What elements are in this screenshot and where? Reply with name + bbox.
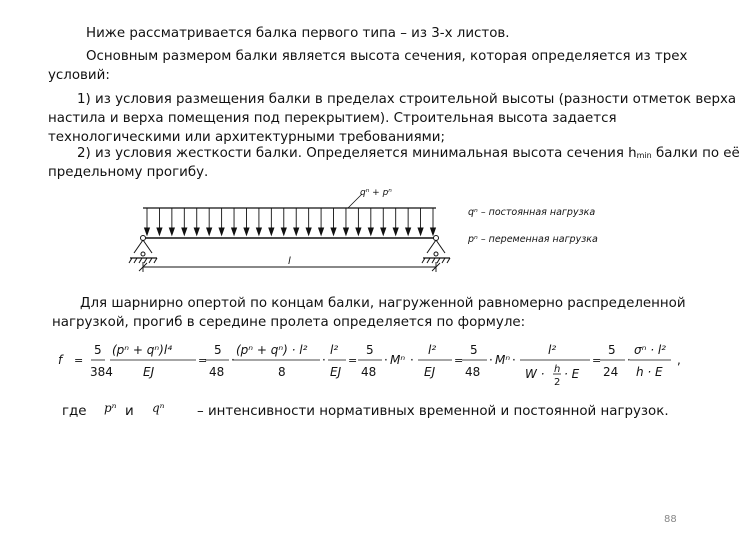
t3-mid: Mⁿ: [390, 353, 406, 367]
t4-num: l²: [548, 343, 557, 357]
formula-f: f: [58, 353, 63, 367]
deflection-formula: [0, 334, 720, 390]
load-arrow-head: [281, 228, 286, 235]
t4-coef-den: 48: [465, 365, 481, 379]
where-label: где: [62, 404, 87, 419]
load-arrow-head: [306, 228, 311, 235]
load-arrow-head: [232, 228, 237, 235]
t3-coef-den: 48: [361, 365, 377, 379]
svg-text:·: ·: [384, 353, 388, 367]
beam-diagram: [0, 182, 720, 292]
load-arrow-head: [331, 228, 336, 235]
t4-den-2: 2: [554, 377, 561, 388]
t2-coef-num: 5: [214, 343, 222, 357]
load-label: qⁿ + pⁿ: [360, 188, 392, 198]
span-label: l: [288, 256, 291, 267]
page-number: 88: [664, 514, 677, 525]
load-arrow-head: [381, 228, 386, 235]
load-arrow-head: [169, 228, 174, 235]
svg-text:=: =: [74, 354, 84, 367]
legend-variable-load: pⁿ – переменная нагрузка: [468, 234, 598, 245]
svg-text:=: =: [198, 354, 208, 367]
t2-coef-den: 48: [209, 365, 225, 379]
legend-permanent-load: qⁿ – постоянная нагрузка: [468, 207, 596, 218]
left-support: [129, 236, 157, 264]
svg-text:=: =: [454, 354, 464, 367]
t2-b-den: EJ: [330, 365, 342, 379]
load-arrow-head: [406, 228, 411, 235]
t4-den-w: W ·: [525, 367, 545, 381]
t2-b-num: l²: [330, 343, 339, 357]
svg-text:·: ·: [231, 353, 235, 367]
t3-den: EJ: [424, 365, 436, 379]
svg-text:·: ·: [627, 353, 631, 367]
t2-a-den: 8: [278, 365, 286, 379]
load-arrow-head: [319, 228, 324, 235]
formula-intro-line1: Для шарнирно опертой по концам балки, нагруженной равномерно распределенной: [80, 296, 686, 311]
load-arrow-head: [244, 228, 249, 235]
t3-num: l²: [428, 343, 437, 357]
symbol-p: pⁿ: [104, 401, 117, 415]
condition-2-line1: [77, 144, 740, 165]
condition-1-line1: 1) из условия размещения балки в пределах строительной высоты (разности отметок верха: [77, 92, 737, 107]
load-arrow-head: [269, 228, 274, 235]
paragraph-intro: Ниже рассматривается балка первого типа – из 3-х листов.: [86, 26, 510, 41]
svg-text:·: ·: [322, 353, 326, 367]
load-arrow-head: [418, 228, 423, 235]
load-arrow-head: [219, 228, 224, 235]
paragraph-main-size-line2: условий:: [48, 68, 110, 83]
hmin-subscript: min: [636, 151, 652, 160]
t3-coef-num: 5: [366, 343, 374, 357]
right-support: [422, 236, 450, 264]
t5-coef-den: 24: [603, 365, 619, 379]
svg-text:·: ·: [410, 353, 414, 367]
condition-2-tail: балки по её: [651, 146, 740, 161]
condition-2-text: 2) из условия жесткости балки. Определяется минимальная высота сечения h: [77, 146, 637, 161]
t1-coef-den: 384: [90, 365, 113, 379]
where-description: – интенсивности нормативных временной и постоянной нагрузок.: [197, 404, 669, 419]
load-arrow-head: [393, 228, 398, 235]
t5-num: σⁿ · l²: [634, 343, 666, 357]
t1-num: (pⁿ + qⁿ)l⁴: [112, 343, 172, 357]
load-arrow-head: [343, 228, 348, 235]
svg-text:=: =: [348, 354, 358, 367]
t5-coef-num: 5: [608, 343, 616, 357]
load-arrow-head: [145, 228, 150, 235]
t4-coef-num: 5: [470, 343, 478, 357]
load-arrow-head: [194, 228, 199, 235]
load-arrow-head: [356, 228, 361, 235]
svg-text:·: ·: [512, 353, 516, 367]
condition-1-line2: настила и верха помещения под перекрытием). Строительная высота задается: [48, 111, 617, 126]
t4-den-e: · E: [564, 367, 580, 381]
t4-den-h: h: [554, 364, 561, 375]
t5-den: h · E: [636, 365, 663, 379]
t2-a-num: (pⁿ + qⁿ) · l²: [236, 343, 308, 357]
svg-text:=: =: [592, 354, 602, 367]
load-arrow-head: [294, 228, 299, 235]
load-arrow-head: [431, 228, 436, 235]
load-arrow-head: [368, 228, 373, 235]
load-arrow-head: [157, 228, 162, 235]
t1-coef-num: 5: [94, 343, 102, 357]
paragraph-main-size-line1: Основным размером балки является высота сечения, которая определяется из трех: [86, 49, 688, 64]
load-arrow-head: [182, 228, 187, 235]
condition-1-line3: технологическими или архитектурными требованиями;: [48, 130, 445, 145]
symbol-q: qⁿ: [152, 401, 165, 415]
where-and: и: [125, 404, 134, 419]
t4-mid: Mⁿ: [495, 353, 511, 367]
load-arrow-head: [207, 228, 212, 235]
t1-den: EJ: [143, 365, 155, 379]
formula-tail: ,: [677, 353, 681, 367]
formula-intro-line2: нагрузкой, прогиб в середине пролета определяется по формуле:: [52, 315, 526, 330]
condition-2-line2: предельному прогибу.: [48, 165, 209, 180]
load-arrow-head: [256, 228, 261, 235]
svg-text:·: ·: [489, 353, 493, 367]
